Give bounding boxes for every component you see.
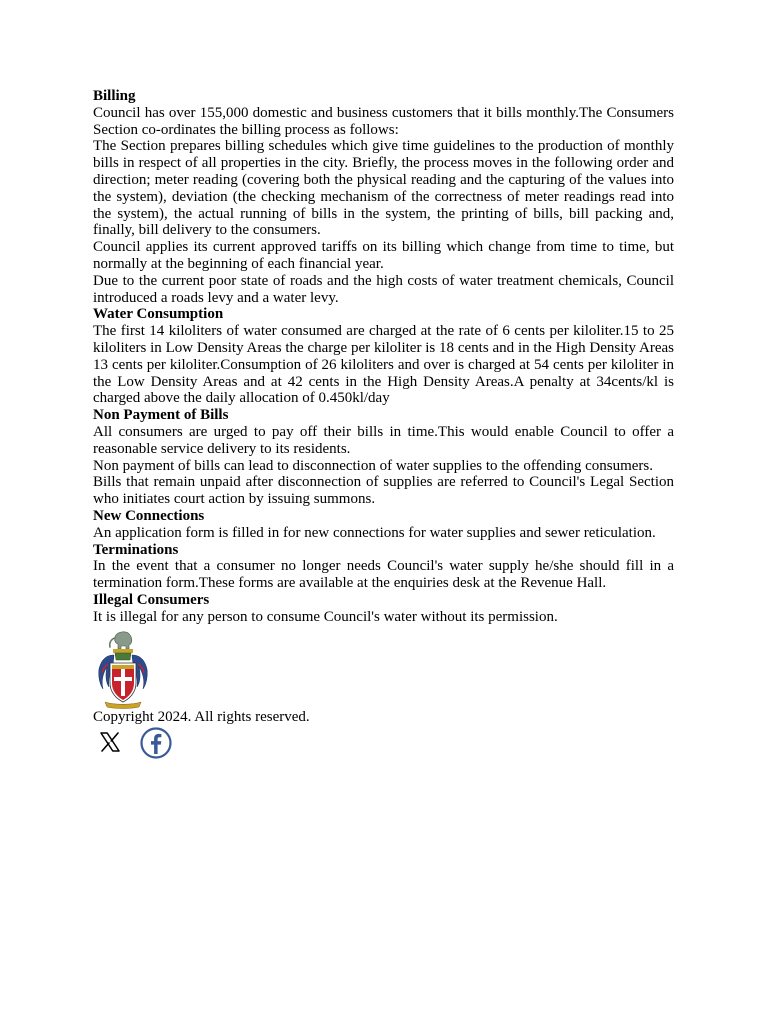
council-logo[interactable]: [93, 629, 153, 709]
page-content: [93, 88, 674, 761]
section-paragraph: Bills that remain unpaid after disconnection of supplies are referred to Council's Legal Section who initiates court action by issuing summons.: [93, 474, 674, 508]
section-paragraph: Due to the current poor state of roads and the high costs of water treatment chemicals, Council introduced a roads levy and a water levy.: [93, 272, 674, 306]
section-heading: New Connections: [93, 507, 205, 524]
section-heading: Water Consumption: [93, 306, 224, 323]
section-heading: Non Payment of Bills: [93, 407, 229, 424]
section-paragraph: The first 14 kiloliters of water consumed are charged at the rate of 6 cents per kiloliter.15 to 25 kiloliters in Low Density Areas the charge per kiloliter is 18 cents and in the High Density Areas 13 cents per kiloliter.Consumption of 26 kiloliters and over is charged at 54 cents per kiloliter in the Low Density Areas and at 42 cents in the High Density Areas.A penalty at 34cents/kl is charged above the daily allocation of 0.450kl/day: [93, 323, 674, 407]
section-paragraph: It is illegal for any person to consume Council's water without its permission.: [93, 608, 558, 625]
section-heading: Terminations: [93, 541, 179, 558]
section-paragraph: Council applies its current approved tariffs on its billing which change from time to time, but normally at the beginning of each financial year.: [93, 239, 674, 272]
section-paragraph: All consumers are urged to pay off their bills in time.This would enable Council to offer a reasonable service delivery to its residents.: [93, 423, 674, 457]
facebook-icon[interactable]: [140, 727, 172, 764]
section-paragraph: Non payment of bills can lead to disconnection of water supplies to the offending consumers.: [93, 457, 654, 474]
copyright-text: Copyright 2024. All rights reserved.: [93, 708, 310, 725]
section-paragraph: The Section prepares billing schedules which give time guidelines to the production of monthly bills in respect of all properties in the city. Briefly, the process moves in the following order and direction; meter reading (covering both the physical reading and the capturing of the values into the system), deviation (the checking mechanism of the correctness of meter readings read into the system), the actual running of bills in the system, the printing of bills, bill packing and, finally, bill delivery to the consumers.: [93, 138, 674, 239]
section-heading: Illegal Consumers: [93, 591, 210, 608]
section-paragraph: An application form is filled in for new connections for water supplies and sewer reticulation.: [93, 524, 656, 541]
x-twitter-icon[interactable]: [98, 730, 122, 759]
social-links: [93, 727, 674, 761]
article-sections: [93, 88, 674, 626]
coat-of-arms-icon: [93, 629, 153, 709]
section-heading: Billing: [93, 88, 136, 104]
section-paragraph: Council has over 155,000 domestic and business customers that it bills monthly.The Consumers Section co-ordinates the billing process as follows:: [93, 104, 674, 138]
section-paragraph: In the event that a consumer no longer needs Council's water supply he/she should fill in a termination form.These forms are available at the enquiries desk at the Revenue Hall.: [93, 558, 674, 592]
